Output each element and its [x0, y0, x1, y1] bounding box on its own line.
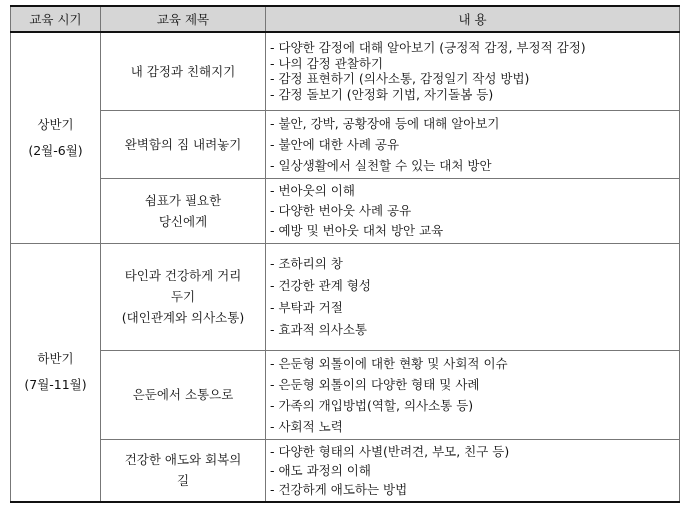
list-item: - 예방 및 번아웃 대처 방안 교육 [270, 221, 679, 241]
list-item: - 가족의 개입방법(역할, 의사소통 등) [270, 395, 679, 416]
session-title: 내 감정과 친해지기 [101, 32, 266, 110]
list-item: - 일상생활에서 실천할 수 있는 대처 방안 [270, 155, 679, 176]
table-row [11, 32, 680, 110]
list-item: - 감정 돌보기 (안정화 기법, 자기돌봄 등) [270, 87, 679, 103]
session-content [266, 178, 680, 243]
period-second-half [11, 243, 101, 502]
list-item: - 불안에 대한 사례 공유 [270, 134, 679, 155]
list-item: - 은둔형 외톨이의 다양한 형태 및 사례 [270, 374, 679, 395]
table-row [11, 110, 680, 178]
list-item: - 다양한 형태의 사별(반려견, 부모, 친구 등) [270, 442, 679, 461]
list-item: - 건강하게 애도하는 방법 [270, 480, 679, 499]
table-row [11, 439, 680, 502]
list-item: - 부탁과 거절 [270, 297, 679, 319]
session-title: 건강한 애도와 회복의 길 [101, 439, 266, 502]
list-item: - 은둔형 외톨이에 대한 현황 및 사회적 이슈 [270, 353, 679, 374]
session-title: 완벽함의 짐 내려놓기 [101, 110, 266, 178]
table-row [11, 243, 680, 350]
session-content [266, 243, 680, 350]
session-title: 타인과 건강하게 거리 두기 (대인관계와 의사소통) [101, 243, 266, 350]
period-name: 상반기 [37, 116, 74, 132]
session-title: 은둔에서 소통으로 [101, 350, 266, 439]
session-content [266, 439, 680, 502]
list-item: - 감정 표현하기 (의사소통, 감정일기 작성 방법) [270, 71, 679, 87]
list-item: - 효과적 의사소통 [270, 319, 679, 341]
list-item: - 사회적 노력 [270, 416, 679, 437]
list-item: - 다양한 번아웃 사례 공유 [270, 201, 679, 221]
header-title: 교육 제목 [101, 6, 266, 32]
list-item: - 다양한 감정에 대해 알아보기 (긍정적 감정, 부정적 감정) [270, 40, 679, 56]
list-item: - 건강한 관계 형성 [270, 275, 679, 297]
education-schedule-table [10, 5, 680, 503]
list-item: - 번아웃의 이해 [270, 181, 679, 201]
list-item: - 나의 감정 관찰하기 [270, 56, 679, 72]
list-item: - 조하리의 창 [270, 253, 679, 275]
period-range: (7월-11월) [24, 377, 87, 392]
list-item: - 불안, 강박, 공황장애 등에 대해 알아보기 [270, 113, 679, 134]
session-content [266, 350, 680, 439]
header-period: 교육 시기 [11, 6, 101, 32]
table-row [11, 350, 680, 439]
period-range: (2월-6월) [28, 142, 83, 158]
session-content [266, 110, 680, 178]
list-item: - 애도 과정의 이해 [270, 461, 679, 480]
period-first-half [11, 32, 101, 243]
period-name: 하반기 [37, 351, 74, 366]
header-content: 내 용 [266, 6, 680, 32]
table-row [11, 178, 680, 243]
header-row [11, 6, 680, 32]
session-title: 쉼표가 필요한 당신에게 [101, 178, 266, 243]
session-content [266, 32, 680, 110]
